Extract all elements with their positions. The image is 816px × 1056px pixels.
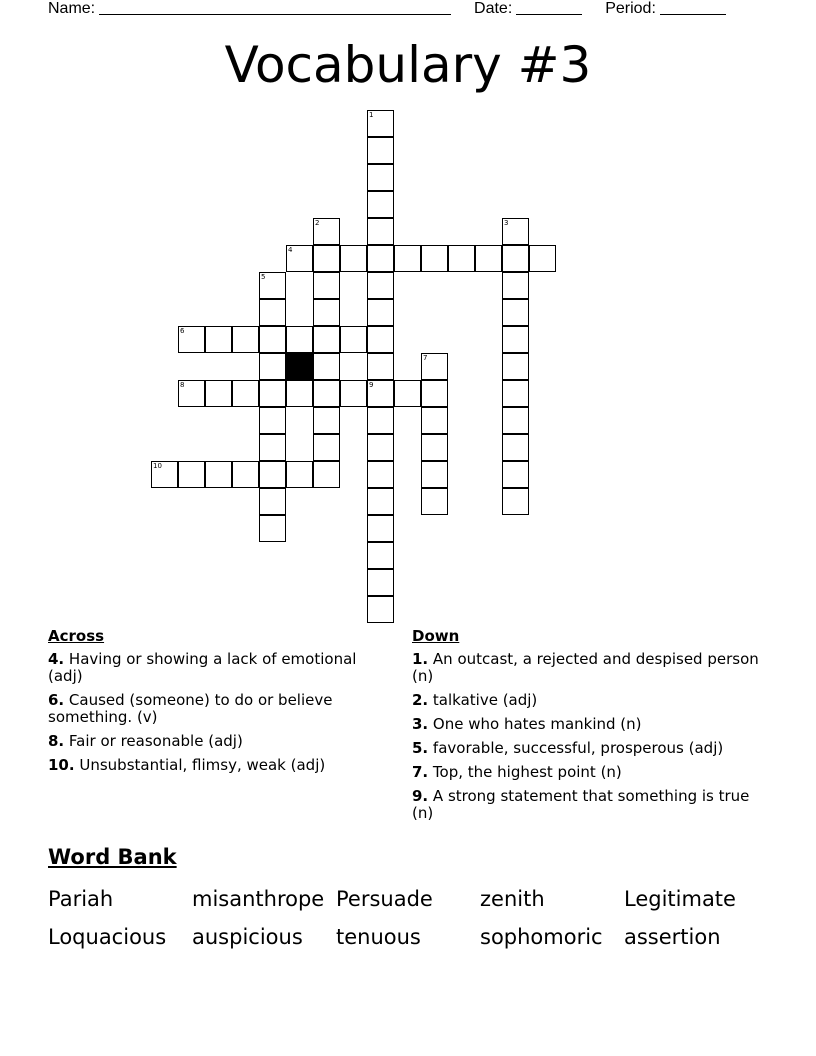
across-clue: 8. Fair or reasonable (adj) — [48, 732, 243, 750]
crossword-cell[interactable] — [502, 218, 529, 245]
crossword-cell[interactable] — [367, 488, 394, 515]
clue-number: 9 — [369, 381, 374, 389]
crossword-cell[interactable] — [178, 380, 205, 407]
crossword-cell[interactable] — [421, 407, 448, 434]
crossword-cell[interactable] — [475, 245, 502, 272]
clue-number: 2 — [315, 219, 320, 227]
down-clue: 5. favorable, successful, prosperous (adj) — [412, 739, 724, 757]
word-bank-row — [48, 918, 788, 956]
clue-number: 10 — [153, 462, 162, 470]
clue-number: 8 — [180, 381, 185, 389]
crossword-cell[interactable] — [448, 245, 475, 272]
crossword-cell[interactable] — [502, 299, 529, 326]
crossword-cell[interactable] — [259, 515, 286, 542]
crossword-cell[interactable] — [367, 542, 394, 569]
clue-number: 5 — [261, 273, 266, 281]
word-bank-word: Loquacious — [48, 925, 167, 949]
crossword-cell[interactable] — [259, 434, 286, 461]
crossword-cell[interactable] — [259, 353, 286, 380]
word-bank-row — [48, 880, 788, 918]
crossword-cell[interactable] — [502, 461, 529, 488]
crossword-cell[interactable] — [367, 164, 394, 191]
word-bank-word: Pariah — [48, 887, 114, 911]
period-label: Period: — [605, 0, 656, 17]
word-bank-word: Legitimate — [624, 887, 736, 911]
clue-number: 6 — [180, 327, 185, 335]
word-bank — [48, 880, 788, 956]
down-heading: Down — [412, 627, 460, 645]
crossword-cell[interactable] — [232, 380, 259, 407]
crossword-cell[interactable] — [367, 434, 394, 461]
crossword-cell[interactable] — [205, 326, 232, 353]
crossword-cell[interactable] — [367, 299, 394, 326]
crossword-cell[interactable] — [313, 218, 340, 245]
crossword-cell[interactable] — [502, 272, 529, 299]
crossword-cell[interactable] — [313, 272, 340, 299]
crossword-cell[interactable] — [367, 245, 394, 272]
crossword-cell[interactable] — [313, 245, 340, 272]
crossword-cell[interactable] — [421, 353, 448, 380]
clue-number: 7 — [423, 354, 428, 362]
crossword-cell[interactable] — [367, 569, 394, 596]
crossword-cell[interactable] — [394, 380, 421, 407]
down-clue: 3. One who hates mankind (n) — [412, 715, 642, 733]
crossword-cell[interactable] — [421, 380, 448, 407]
crossword-cell[interactable] — [367, 407, 394, 434]
crossword-cell[interactable] — [367, 326, 394, 353]
word-bank-word: zenith — [480, 887, 545, 911]
crossword-cell[interactable] — [502, 353, 529, 380]
crossword-cell[interactable] — [313, 299, 340, 326]
word-bank-word: assertion — [624, 925, 721, 949]
page-title: Vocabulary #3 — [224, 36, 592, 94]
down-clues — [412, 628, 762, 829]
crossword-cell[interactable] — [313, 326, 340, 353]
name-label: Name: — [48, 0, 96, 17]
crossword-cell[interactable] — [259, 299, 286, 326]
crossword-cell[interactable] — [286, 245, 313, 272]
crossword-cell[interactable] — [502, 326, 529, 353]
across-clue: 4. Having or showing a lack of emotional (adj) — [48, 650, 357, 685]
crossword-cell[interactable] — [394, 245, 421, 272]
crossword-cell[interactable] — [205, 380, 232, 407]
crossword-cell[interactable] — [286, 461, 313, 488]
crossword-cell[interactable] — [286, 326, 313, 353]
crossword-cell[interactable] — [502, 380, 529, 407]
crossword-cell[interactable] — [313, 353, 340, 380]
down-clue: 7. Top, the highest point (n) — [412, 763, 622, 781]
crossword-cell[interactable] — [259, 326, 286, 353]
crossword-cell[interactable] — [259, 461, 286, 488]
across-heading: Across — [48, 627, 105, 645]
down-clue: 1. An outcast, a rejected and despised person (n) — [412, 650, 759, 685]
crossword-cell[interactable] — [367, 137, 394, 164]
word-bank-title: Word Bank — [48, 845, 177, 869]
word-bank-word: misanthrope — [192, 887, 325, 911]
crossword-cell[interactable] — [367, 218, 394, 245]
crossword-cell[interactable] — [421, 245, 448, 272]
crossword-cell[interactable] — [259, 380, 286, 407]
word-bank-word: tenuous — [336, 925, 421, 949]
word-bank-word: Persuade — [336, 887, 433, 911]
crossword-cell[interactable] — [502, 434, 529, 461]
crossword-cell[interactable] — [421, 488, 448, 515]
crossword-cell[interactable] — [367, 461, 394, 488]
word-bank-word: auspicious — [192, 925, 303, 949]
crossword-cell[interactable] — [313, 434, 340, 461]
crossword-cell[interactable] — [367, 272, 394, 299]
crossword-cell[interactable] — [232, 461, 259, 488]
crossword-cell[interactable] — [178, 326, 205, 353]
crossword-cell[interactable] — [259, 407, 286, 434]
crossword-cell[interactable] — [313, 407, 340, 434]
across-clue: 10. Unsubstantial, flimsy, weak (adj) — [48, 756, 326, 774]
crossword-cell[interactable] — [340, 245, 367, 272]
crossword-black-cell — [286, 353, 313, 380]
clue-number: 1 — [369, 111, 374, 119]
crossword-cell[interactable] — [421, 434, 448, 461]
clue-number: 4 — [288, 246, 293, 254]
crossword-cell[interactable] — [259, 488, 286, 515]
crossword-cell[interactable] — [340, 326, 367, 353]
crossword-cell[interactable] — [313, 461, 340, 488]
down-clue: 9. A strong statement that something is true (n) — [412, 787, 750, 822]
crossword-cell[interactable] — [367, 191, 394, 218]
crossword-cell[interactable] — [151, 461, 178, 488]
crossword-cell[interactable] — [367, 596, 394, 623]
crossword-cell[interactable] — [421, 461, 448, 488]
crossword-cell[interactable] — [205, 461, 232, 488]
crossword-cell[interactable] — [367, 515, 394, 542]
crossword-cell[interactable] — [286, 380, 313, 407]
clue-number: 3 — [504, 219, 509, 227]
crossword-cell[interactable] — [367, 110, 394, 137]
across-clues — [48, 628, 388, 781]
crossword-cell[interactable] — [313, 380, 340, 407]
crossword-cell[interactable] — [502, 245, 529, 272]
down-clue: 2. talkative (adj) — [412, 691, 538, 709]
word-bank-word: sophomoric — [480, 925, 603, 949]
crossword-cell[interactable] — [232, 326, 259, 353]
crossword-cell[interactable] — [367, 380, 394, 407]
crossword-cell[interactable] — [529, 245, 556, 272]
crossword-cell[interactable] — [502, 488, 529, 515]
across-clue: 6. Caused (someone) to do or believe something. (v) — [48, 691, 333, 726]
crossword-cell[interactable] — [259, 272, 286, 299]
crossword-cell[interactable] — [178, 461, 205, 488]
crossword-cell[interactable] — [340, 380, 367, 407]
date-label: Date: — [474, 0, 513, 17]
crossword-cell[interactable] — [502, 407, 529, 434]
crossword-cell[interactable] — [367, 353, 394, 380]
